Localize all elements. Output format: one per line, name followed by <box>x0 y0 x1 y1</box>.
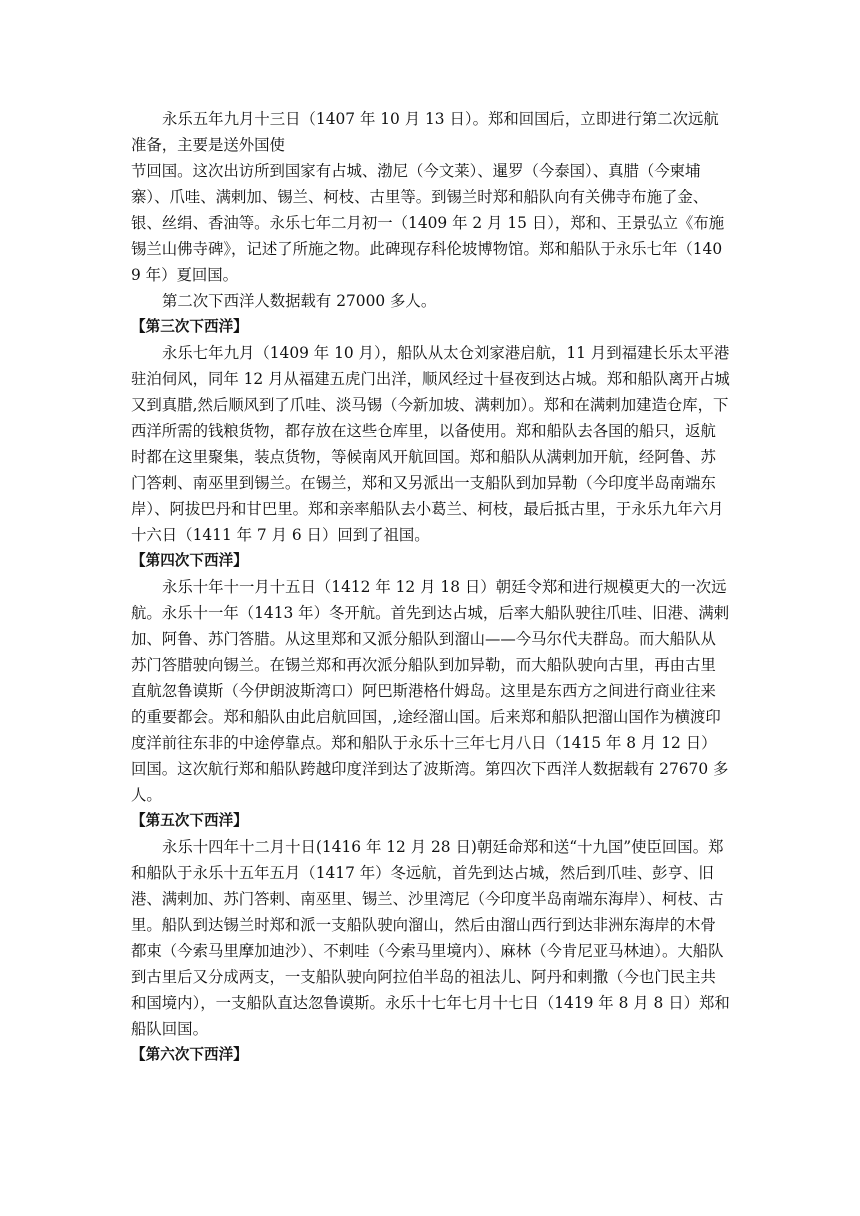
paragraph-fourth-voyage: 永乐十年十一月十五日（1412 年 12 月 18 日）朝廷令郑和进行规模更大的一次远航。永乐十一年（1413 年）冬开航。首先到达占城，后率大船队驶往爪哇、旧港、满剌加、阿鲁、苏门答腊。从这里郑和又派分船队到溜山——今马尔代夫群岛。而大船队从苏门答腊驶向锡兰。在锡兰郑和再次派分船队到加异勒，而大船队驶向古里，再由古里直航忽鲁谟斯（今伊朗波斯湾口）阿巴斯港格什姆岛。这里是东西方之间进行商业往来的重要都会。郑和船队由此启航回国，,途经溜山国。后来郑和船队把溜山国作为横渡印度洋前往东非的中途停靠点。郑和船队于永乐十三年七月八日（1415 年 8 月 12 日）回国。这次航行郑和船队跨越印度洋到达了波斯湾。第四次下西洋人数据载有 27670 多人。 <box>131 578 730 804</box>
paragraph-fifth-voyage: 永乐十四年十二月十日(1416 年 12 月 28 日)朝廷命郑和送“十九国”使臣回国。郑和船队于永乐十五年五月（1417 年）冬远航，首先到达占城，然后到爪哇、彭亨、旧港、满剌加、苏门答剌、南巫里、锡兰、沙里湾尼（今印度半岛南端东海岸）、柯枝、古里。船队到达锡兰时郑和派一支船队驶向溜山，然后由溜山西行到达非洲东海岸的木骨都束（今索马里摩加迪沙）、不剌哇（今索马里境内）、麻林（今肯尼亚马林迪）。大船队到古里后又分成两支，一支船队驶向阿拉伯半岛的祖法儿、阿丹和剌撒（今也门民主共和国境内），一支船队直达忽鲁谟斯。永乐十七年七月十七日（1419 年 8 月 8 日）郑和船队回国。 <box>131 838 730 1038</box>
paragraph-second-voyage-intro: 永乐五年九月十三日（1407 年 10 月 13 日）。郑和回国后，立即进行第二次远航准备，主要是送外国使 <box>131 110 719 154</box>
heading-fifth-voyage: 【第五次下西洋】 <box>131 812 248 829</box>
paragraph-second-voyage-crew: 第二次下西洋人数据载有 27000 多人。 <box>162 292 437 310</box>
paragraph-third-voyage: 永乐七年九月（1409 年 10 月），船队从太仓刘家港启航，11 月到福建长乐太平港驻泊伺风，同年 12 月从福建五虎门出洋，顺风经过十昼夜到达占城。郑和船队离开占城又到真腊,然后顺风到了爪哇、淡马锡（今新加坡、满剌加）。郑和在满剌加建造仓库，下西洋所需的钱粮货物，都存放在这些仓库里，以备使用。郑和船队去各国的船只，返航时都在这里聚集，装点货物，等候南风开航回国。郑和船队从满剌加开航，经阿鲁、苏门答剌、南巫里到锡兰。在锡兰，郑和又另派出一支船队到加异勒（今印度半岛南端东岸）、阿拔巴丹和甘巴里。郑和亲率船队去小葛兰、柯枝，最后抵古里，于永乐九年六月十六日（1411 年 7 月 6 日）回到了祖国。 <box>131 344 730 544</box>
document-page <box>131 106 731 1068</box>
heading-sixth-voyage: 【第六次下西洋】 <box>131 1046 248 1063</box>
heading-third-voyage: 【第三次下西洋】 <box>131 318 248 335</box>
paragraph-second-voyage-body: 节回国。这次出访所到国家有占城、渤尼（今文莱）、暹罗（今泰国）、真腊（今柬埔寨）、爪哇、满剌加、锡兰、柯枝、古里等。到锡兰时郑和船队向有关佛寺布施了金、银、丝绢、香油等。永乐七年二月初一（1409 年 2 月 15 日），郑和、王景弘立《布施锡兰山佛寺碑》，记述了所施之物。此碑现存科伦坡博物馆。郑和船队于永乐七年（1409 年）夏回国。 <box>131 162 725 284</box>
heading-fourth-voyage: 【第四次下西洋】 <box>131 552 248 569</box>
